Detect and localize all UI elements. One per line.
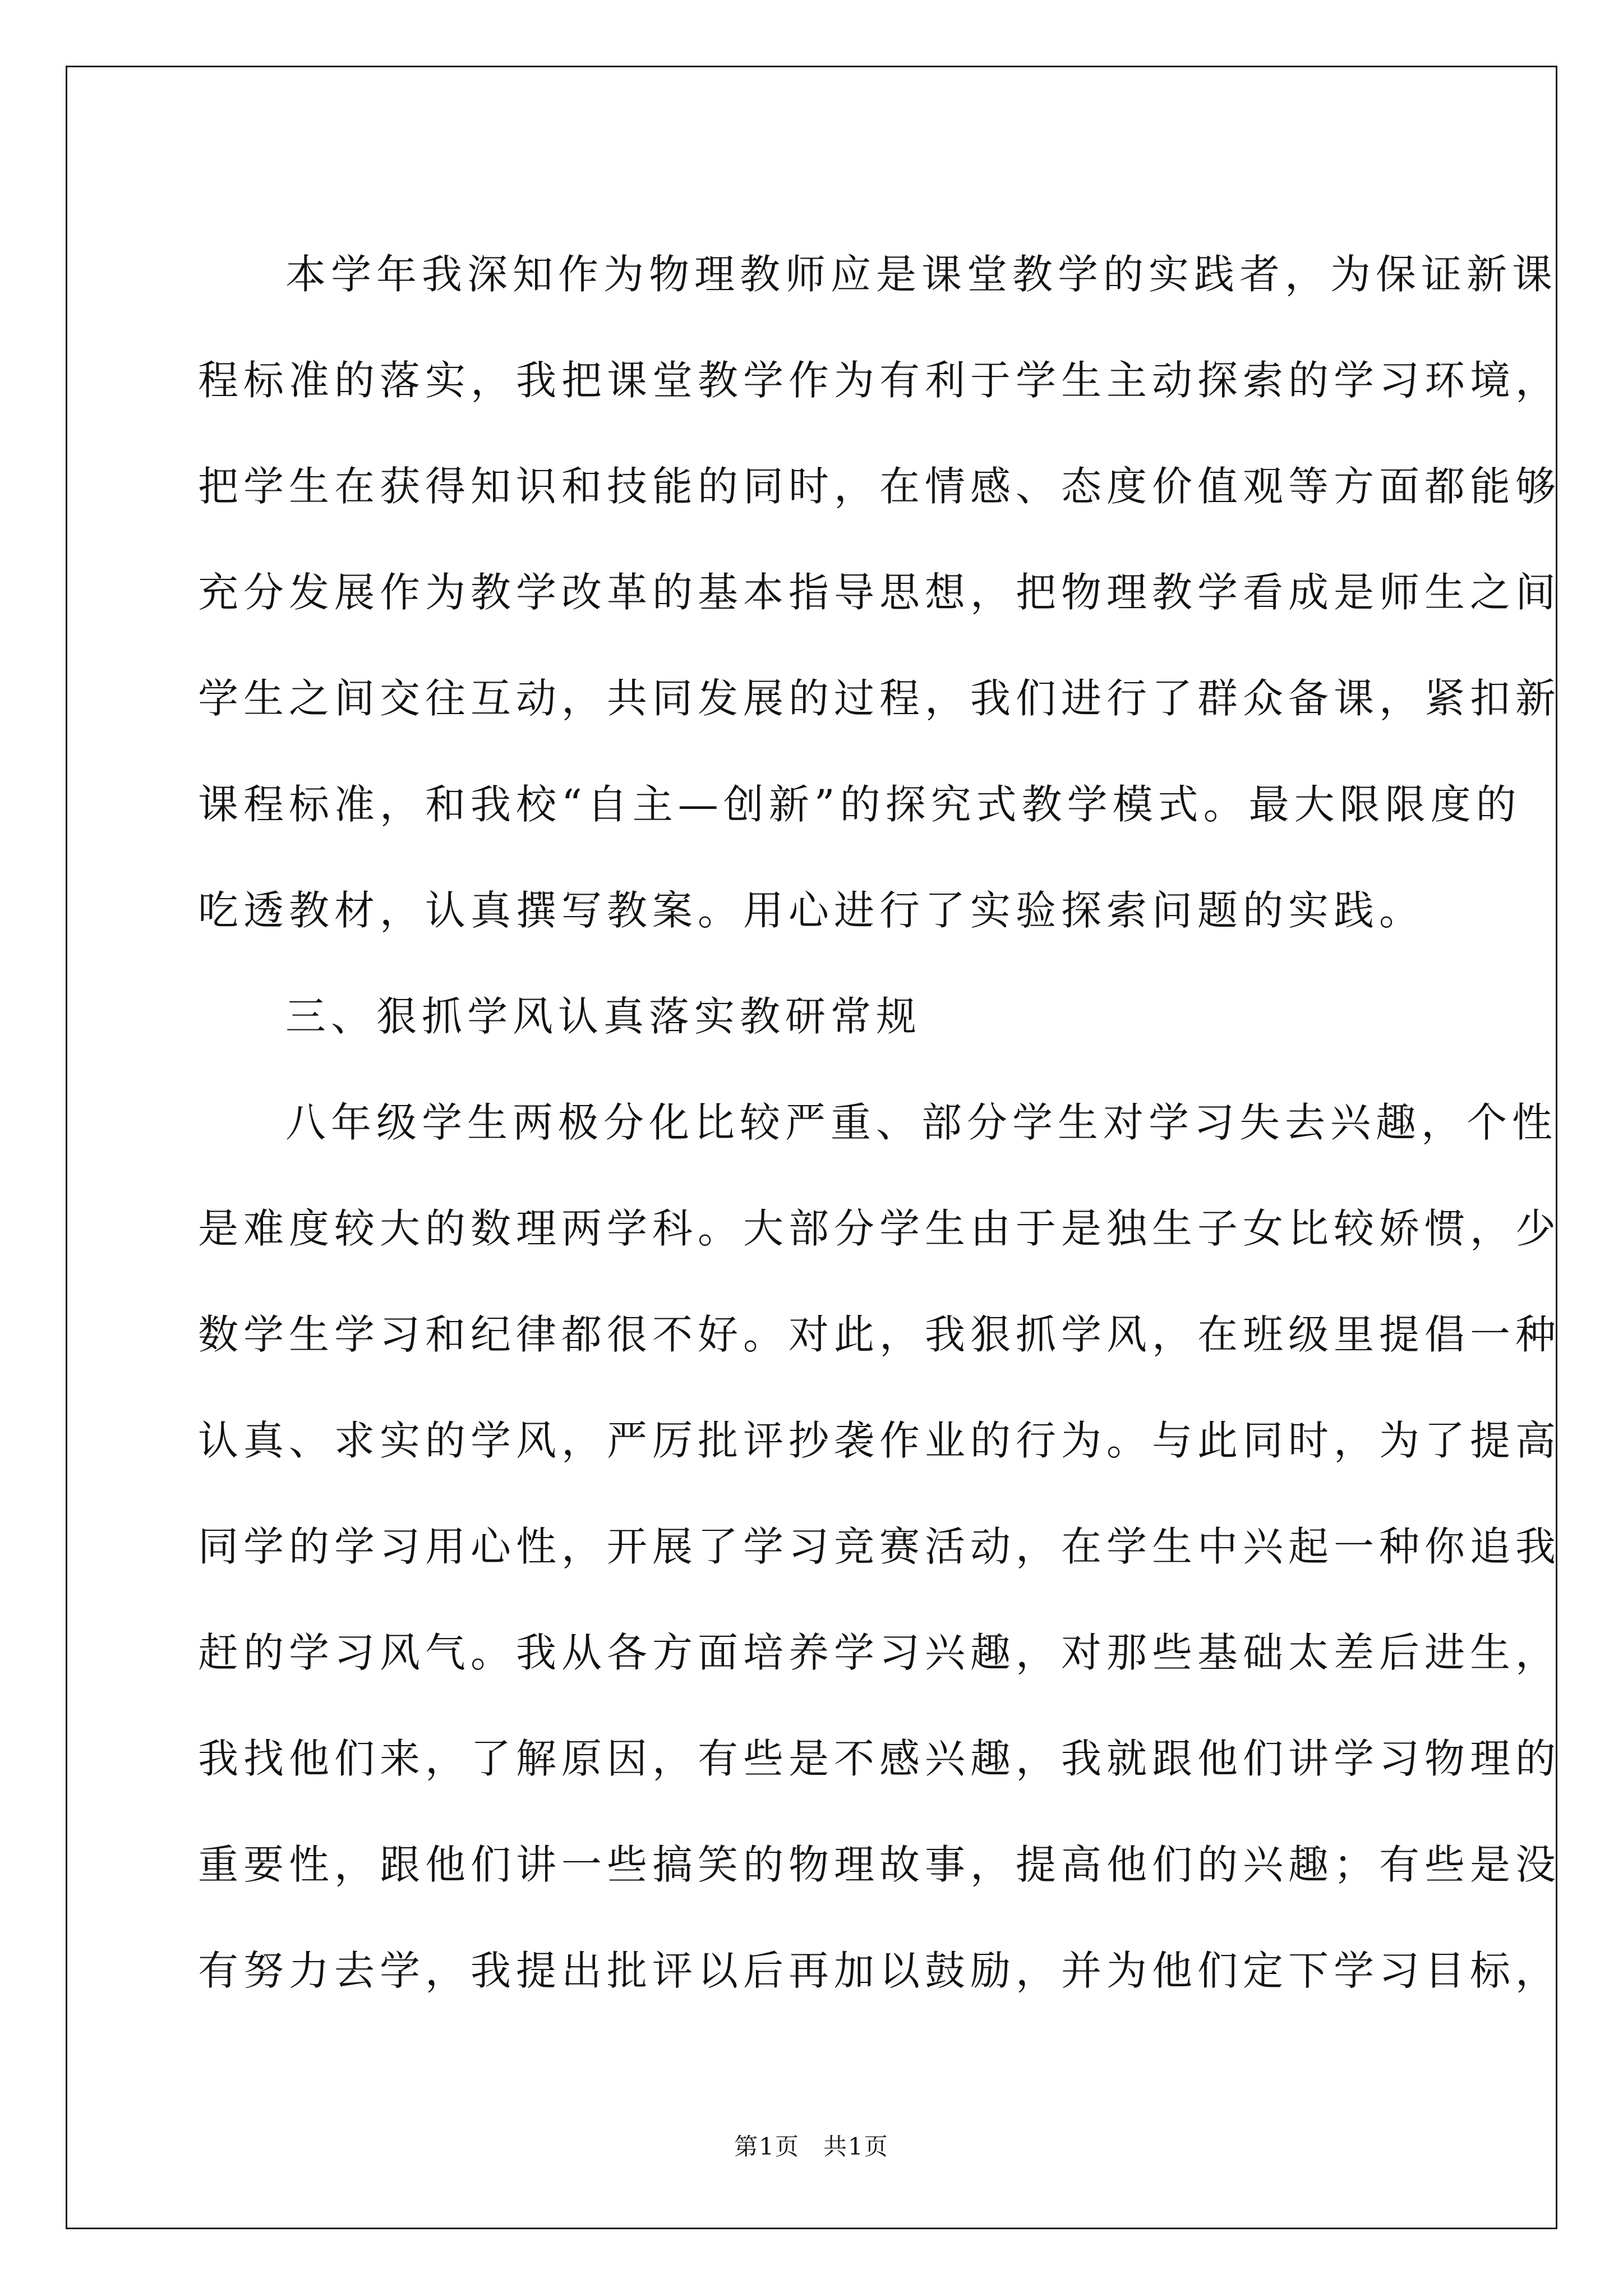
text-line: 八年级学生两极分化比较严重、部分学生对学习失去兴趣，个性 — [285, 1099, 1558, 1146]
text-line: 数学生学习和纪律都很不好。对此，我狠抓学风，在班级里提倡一种 — [198, 1311, 1561, 1358]
text-line: 把学生在获得知识和技能的同时，在情感、态度价值观等方面都能够 — [198, 463, 1561, 510]
section-heading: 三、狠抓学风认真落实教研常规 — [285, 993, 922, 1040]
page-footer — [0, 2130, 1623, 2164]
text-line: 重要性，跟他们讲一些搞笑的物理故事，提高他们的兴趣；有些是没 — [198, 1841, 1561, 1888]
text-line: 课程标准，和我校“自主—创新”的探究式教学模式。最大限限度的 — [198, 781, 1521, 828]
text-line: 本学年我深知作为物理教师应是课堂教学的实践者，为保证新课 — [285, 251, 1558, 298]
text-line: 认真、求实的学风，严厉批评抄袭作业的行为。与此同时，为了提高 — [198, 1417, 1561, 1464]
text-line: 赶的学习风气。我从各方面培养学习兴趣，对那些基础太差后进生， — [198, 1629, 1561, 1676]
document-body — [198, 222, 1561, 2024]
text-line: 有努力去学，我提出批评以后再加以鼓励，并为他们定下学习目标， — [198, 1947, 1561, 1994]
text-line: 吃透教材，认真撰写教案。用心进行了实验探索问题的实践。 — [198, 887, 1425, 934]
page-number: 第1页 — [734, 2133, 800, 2160]
text-line: 学生之间交往互动，共同发展的过程，我们进行了群众备课，紧扣新 — [198, 675, 1561, 722]
text-line: 程标准的落实，我把课堂教学作为有利于学生主动探索的学习环境， — [198, 357, 1561, 404]
text-line: 是难度较大的数理两学科。大部分学生由于是独生子女比较娇惯，少 — [198, 1205, 1561, 1252]
text-line: 我找他们来，了解原因，有些是不感兴趣，我就跟他们讲学习物理的 — [198, 1735, 1561, 1782]
page-total: 共1页 — [823, 2133, 889, 2160]
text-line: 充分发展作为教学改革的基本指导思想，把物理教学看成是师生之间 — [198, 569, 1561, 616]
text-line: 同学的学习用心性，开展了学习竞赛活动，在学生中兴起一种你追我 — [198, 1523, 1561, 1570]
